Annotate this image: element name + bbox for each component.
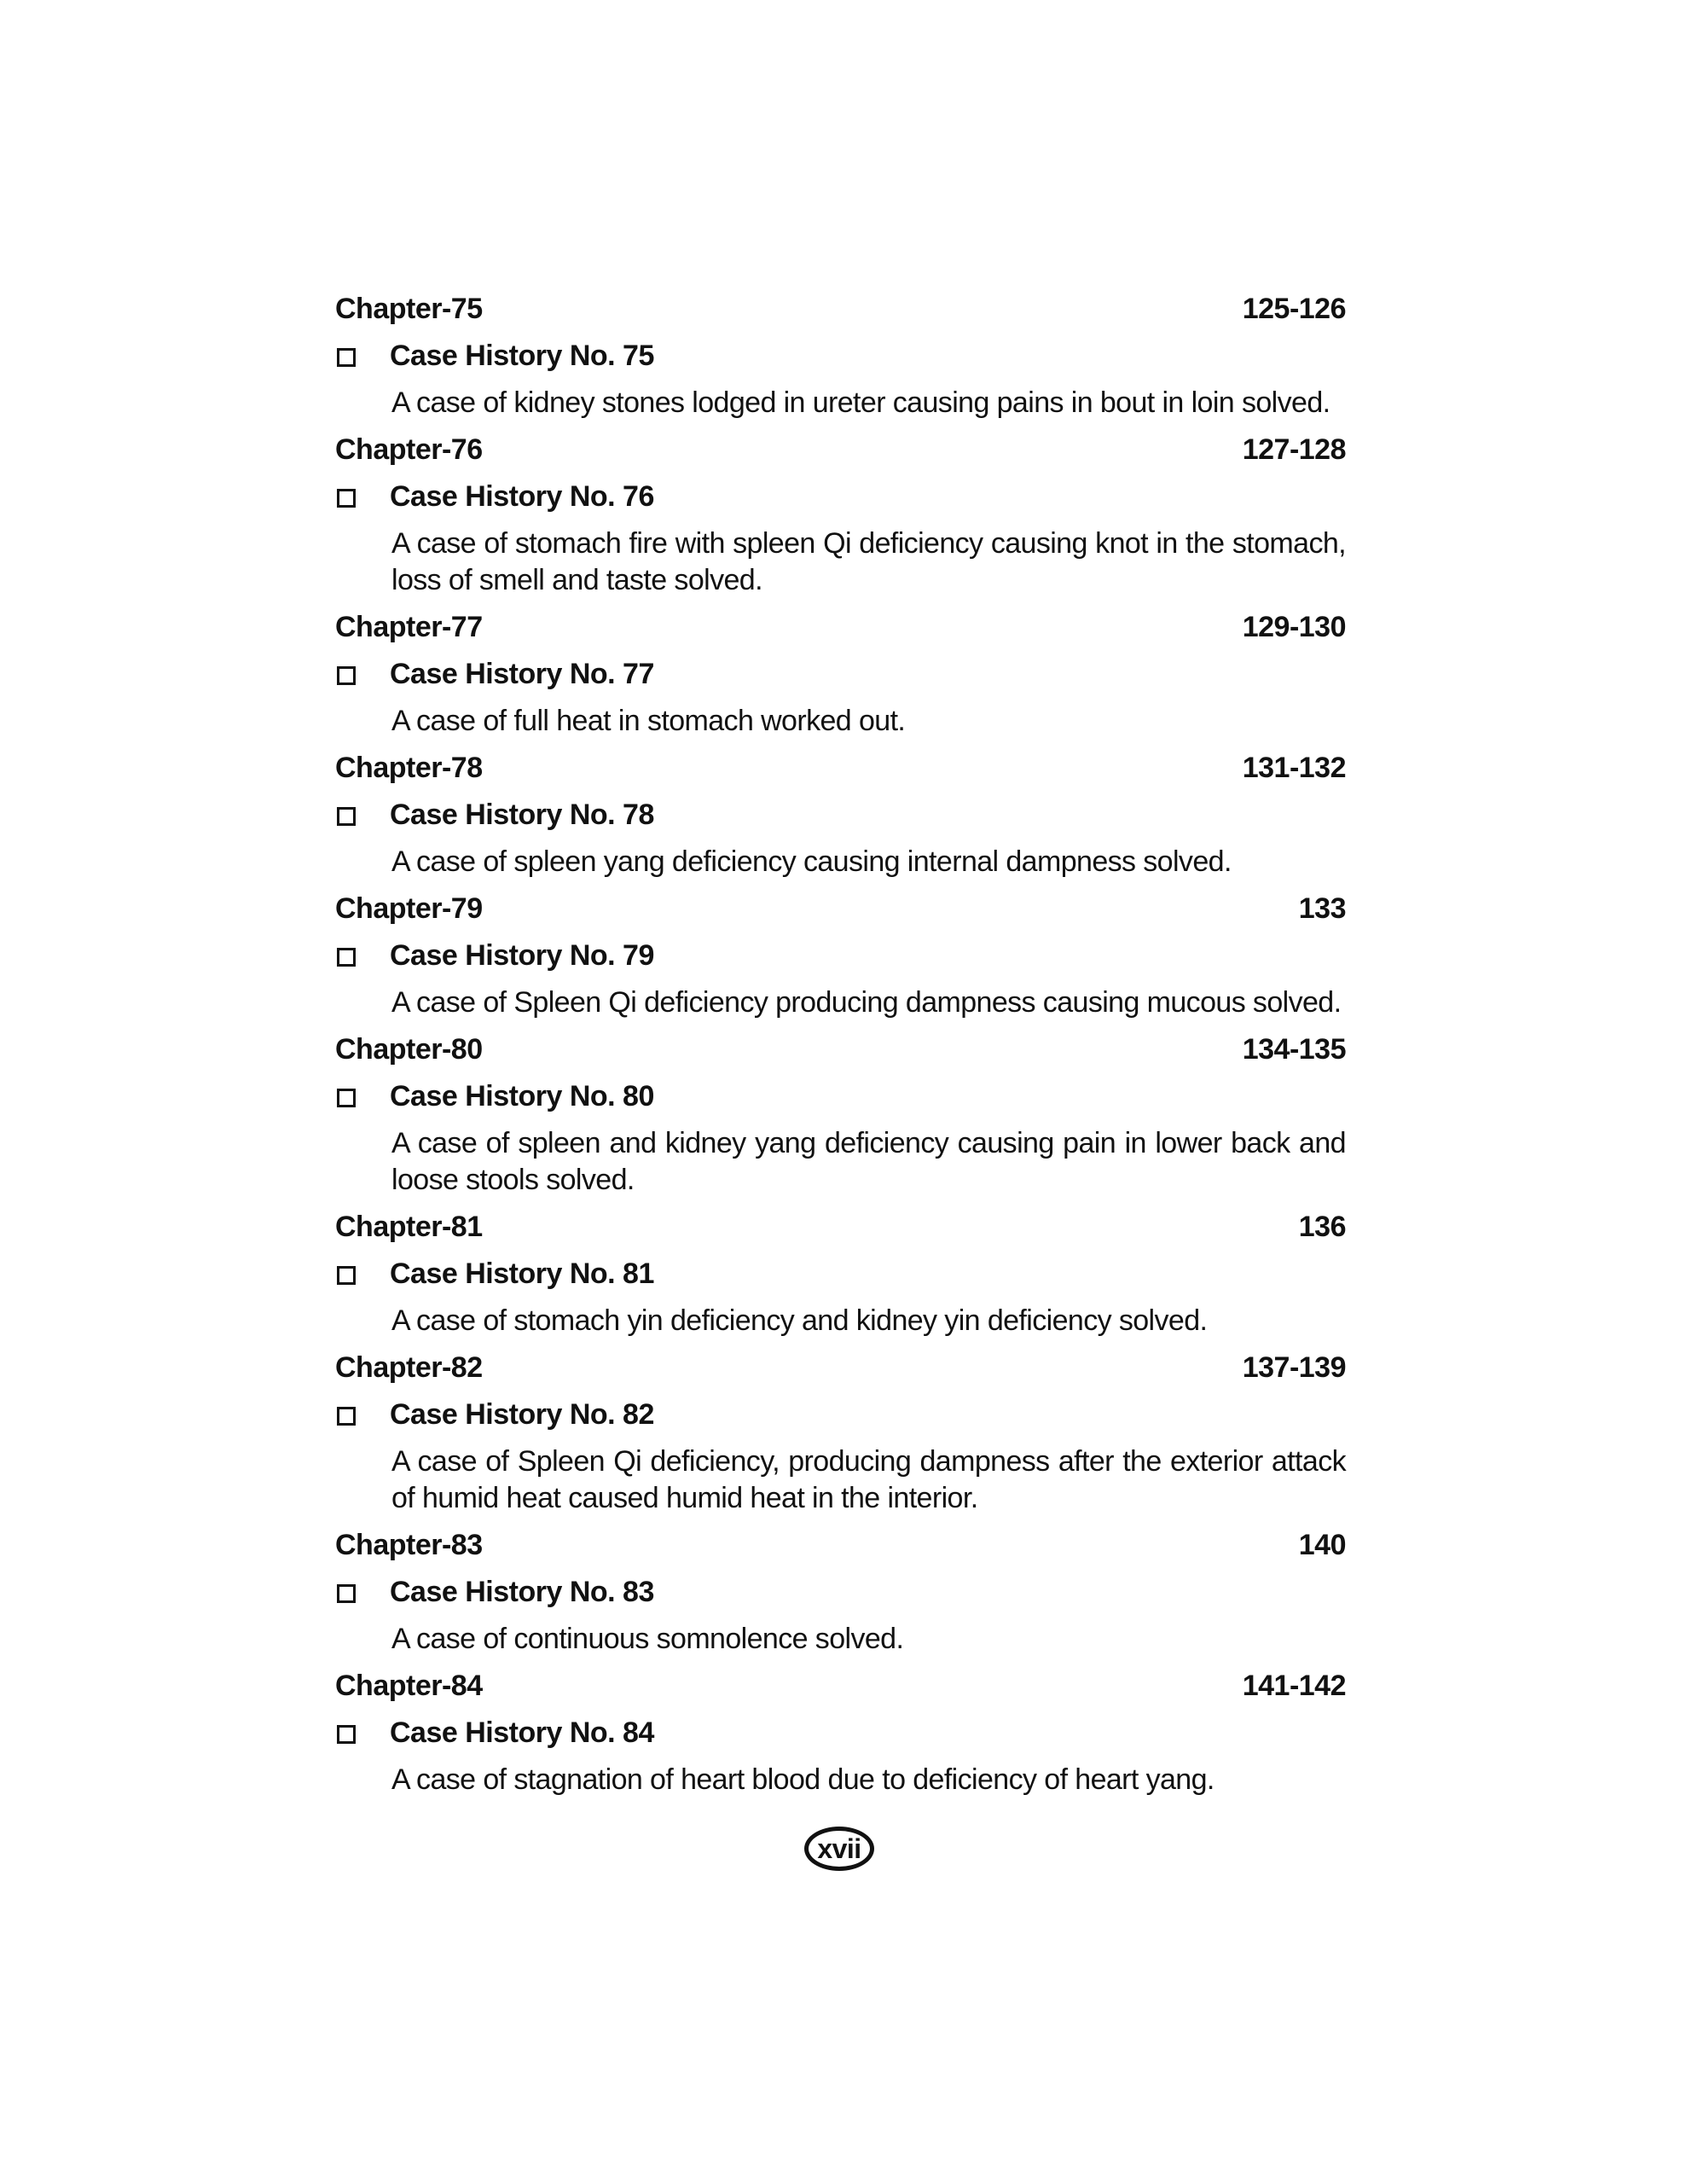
chapter-title: Chapter-76 (335, 433, 483, 466)
chapter-row (335, 1026, 1346, 1073)
page-range: 133 (1298, 892, 1346, 925)
case-title: Case History No. 78 (390, 799, 654, 831)
checkbox-icon (337, 666, 356, 685)
toc-entry (335, 1663, 1346, 1804)
chapter-row (335, 1204, 1346, 1251)
page-range: 136 (1298, 1211, 1346, 1243)
case-row (335, 792, 1346, 839)
checkbox-icon (337, 948, 356, 967)
page-range: 141-142 (1242, 1670, 1346, 1702)
case-title: Case History No. 75 (390, 340, 654, 372)
case-description: A case of stomach yin deficiency and kidney yin deficiency solved. (391, 1304, 1208, 1337)
page-range: 137-139 (1242, 1351, 1346, 1384)
case-description: A case of spleen and kidney yang deficiency causing pain in lower back and loose stools solved. (391, 1127, 1346, 1196)
case-row (335, 932, 1346, 979)
checkbox-icon (337, 1089, 356, 1107)
toc-entry (335, 745, 1346, 886)
chapter-row (335, 286, 1346, 333)
case-description: A case of kidney stones lodged in ureter causing pains in bout in loin solved. (391, 386, 1330, 419)
case-title: Case History No. 79 (390, 939, 654, 972)
chapter-title: Chapter-79 (335, 892, 483, 925)
toc-entry (335, 1345, 1346, 1522)
page-range: 127-128 (1242, 433, 1346, 466)
case-description: A case of continuous somnolence solved. (391, 1623, 904, 1655)
page-number: xvii (804, 1827, 874, 1871)
page-range: 129-130 (1242, 611, 1346, 643)
checkbox-icon (337, 489, 356, 508)
checkbox-icon (337, 348, 356, 367)
case-title: Case History No. 83 (390, 1576, 654, 1608)
page-range: 125-126 (1242, 293, 1346, 325)
chapter-row (335, 604, 1346, 651)
case-row (335, 1569, 1346, 1616)
chapter-title: Chapter-80 (335, 1033, 483, 1066)
chapter-row (335, 1663, 1346, 1710)
chapter-row (335, 1522, 1346, 1569)
chapter-row (335, 1345, 1346, 1391)
chapter-row (335, 745, 1346, 792)
toc-entry (335, 604, 1346, 745)
case-title: Case History No. 84 (390, 1716, 654, 1749)
toc-entry (335, 286, 1346, 427)
case-description: A case of full heat in stomach worked out. (391, 705, 906, 737)
toc-entry (335, 1026, 1346, 1204)
chapter-title: Chapter-75 (335, 293, 483, 325)
toc-entry (335, 1204, 1346, 1345)
checkbox-icon (337, 1584, 356, 1603)
case-row (335, 651, 1346, 698)
case-description: A case of stomach fire with spleen Qi deficiency causing knot in the stomach, loss of smell and taste solved. (391, 527, 1346, 596)
case-row (335, 1710, 1346, 1757)
case-row (335, 1391, 1346, 1438)
toc-entry (335, 886, 1346, 1026)
case-description: A case of Spleen Qi deficiency, producing dampness after the exterior attack of humid heat caused humid heat in the interior. (391, 1445, 1346, 1514)
case-row (335, 1251, 1346, 1298)
chapter-title: Chapter-82 (335, 1351, 483, 1384)
chapter-title: Chapter-81 (335, 1211, 483, 1243)
toc-entry (335, 1522, 1346, 1663)
checkbox-icon (337, 1266, 356, 1285)
case-title: Case History No. 77 (390, 658, 654, 690)
chapter-title: Chapter-78 (335, 752, 483, 784)
case-description: A case of Spleen Qi deficiency producing dampness causing mucous solved. (391, 986, 1342, 1019)
case-row (335, 473, 1346, 520)
page-range: 134-135 (1242, 1033, 1346, 1066)
toc-entry (335, 427, 1346, 604)
case-description: A case of stagnation of heart blood due to deficiency of heart yang. (391, 1763, 1215, 1796)
page-range: 131-132 (1242, 752, 1346, 784)
case-title: Case History No. 80 (390, 1080, 654, 1112)
case-description: A case of spleen yang deficiency causing internal dampness solved. (391, 845, 1232, 878)
checkbox-icon (337, 807, 356, 826)
table-of-contents (335, 286, 1346, 1804)
chapter-title: Chapter-77 (335, 611, 483, 643)
checkbox-icon (337, 1725, 356, 1744)
chapter-title: Chapter-84 (335, 1670, 483, 1702)
chapter-row (335, 886, 1346, 932)
case-title: Case History No. 82 (390, 1398, 654, 1431)
page-range: 140 (1298, 1529, 1346, 1561)
chapter-title: Chapter-83 (335, 1529, 483, 1561)
checkbox-icon (337, 1407, 356, 1426)
chapter-row (335, 427, 1346, 473)
case-title: Case History No. 76 (390, 480, 654, 513)
case-title: Case History No. 81 (390, 1258, 654, 1290)
case-row (335, 333, 1346, 380)
case-row (335, 1073, 1346, 1120)
